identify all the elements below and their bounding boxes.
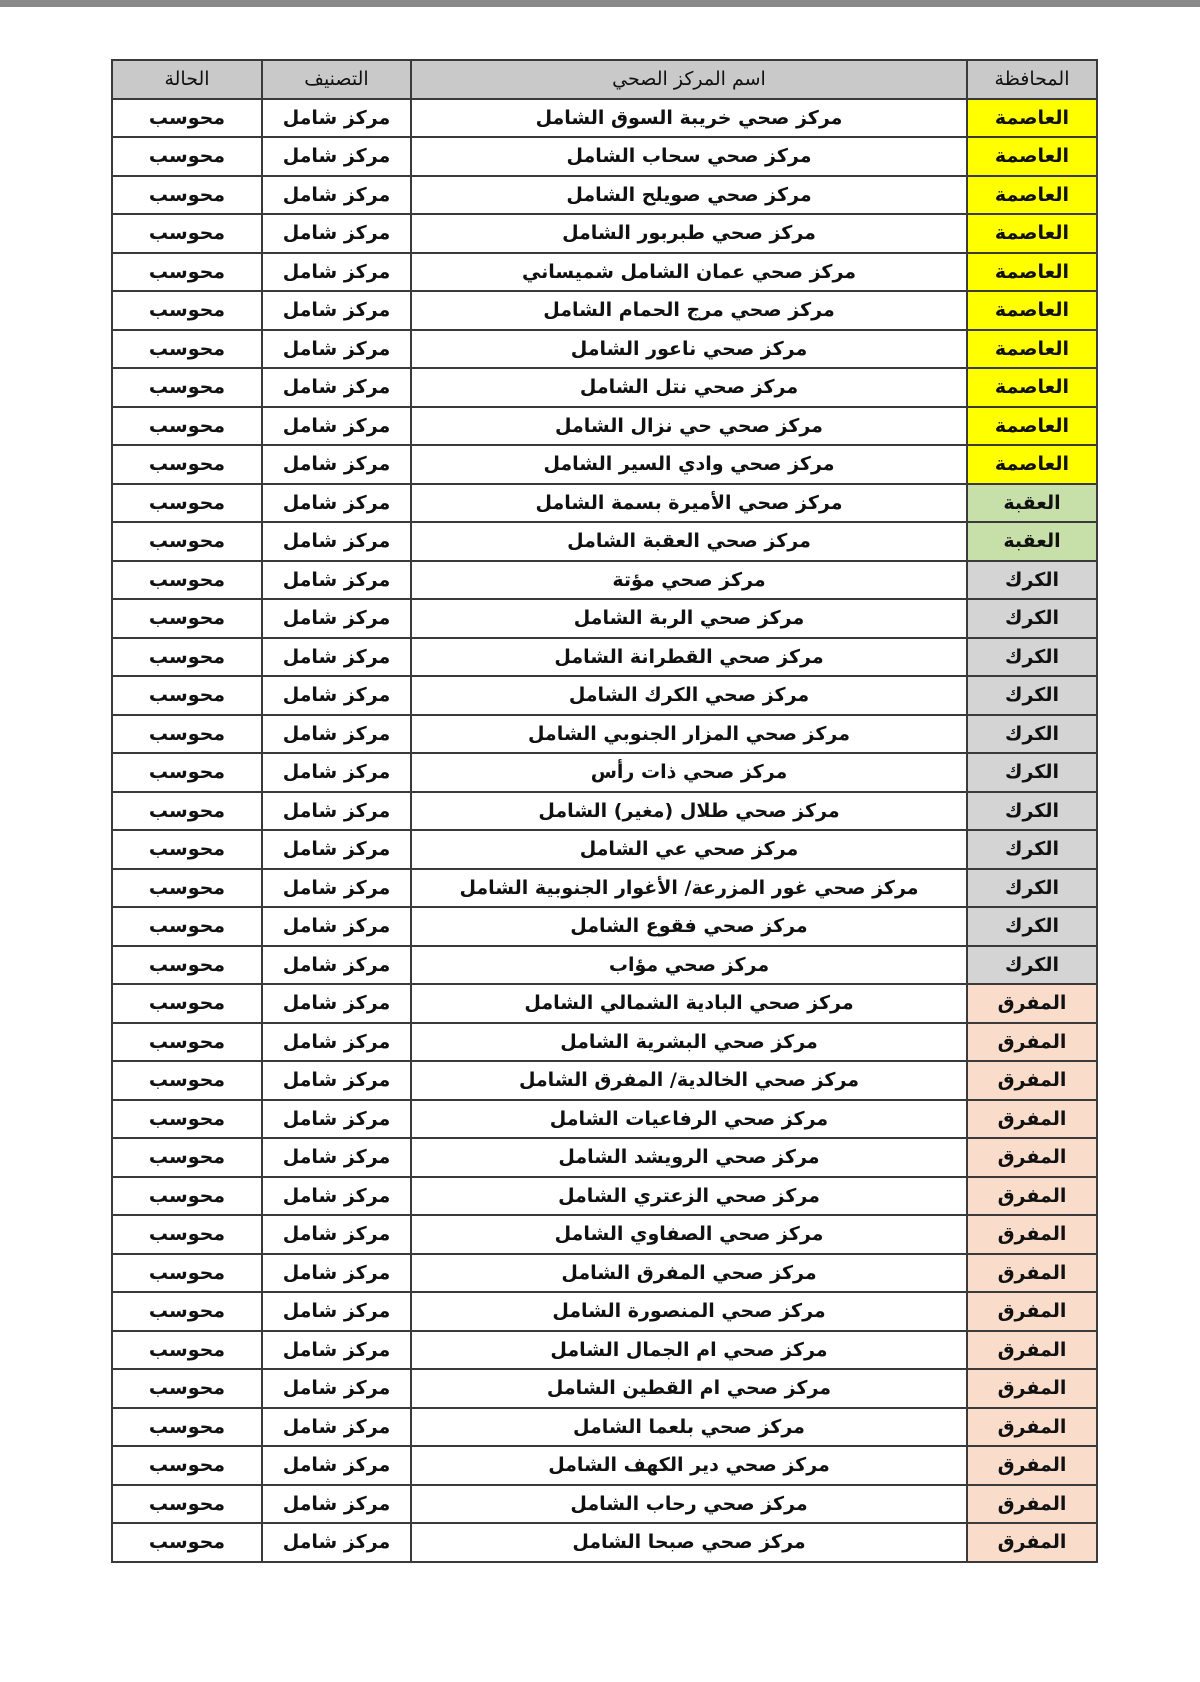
table-row (112, 330, 1097, 369)
center-name-cell: مركز صحي طبربور الشامل (411, 214, 967, 253)
governorate-cell: العاصمة (967, 176, 1097, 215)
classification-cell: مركز شامل (262, 484, 411, 523)
governorate-cell: الكرك (967, 753, 1097, 792)
table-row (112, 1100, 1097, 1139)
center-name-cell: مركز صحي الرفاعيات الشامل (411, 1100, 967, 1139)
table-row (112, 137, 1097, 176)
governorate-cell: المفرق (967, 1369, 1097, 1408)
governorate-cell: المفرق (967, 1523, 1097, 1562)
status-cell: محوسب (112, 907, 262, 946)
classification-cell: مركز شامل (262, 1100, 411, 1139)
classification-cell: مركز شامل (262, 907, 411, 946)
governorate-cell: المفرق (967, 1061, 1097, 1100)
classification-cell: مركز شامل (262, 253, 411, 292)
table-row (112, 1408, 1097, 1447)
center-name-cell: مركز صحي مؤتة (411, 561, 967, 600)
status-cell: محوسب (112, 1331, 262, 1370)
governorate-cell: الكرك (967, 907, 1097, 946)
table-row (112, 368, 1097, 407)
governorate-cell: العقبة (967, 522, 1097, 561)
health-centers-table (111, 59, 1098, 1563)
governorate-cell: العاصمة (967, 330, 1097, 369)
governorate-cell: العاصمة (967, 99, 1097, 138)
center-name-cell: مركز صحي الصفاوي الشامل (411, 1215, 967, 1254)
center-name-cell: مركز صحي المزار الجنوبي الشامل (411, 715, 967, 754)
center-name-cell: مركز صحي المنصورة الشامل (411, 1292, 967, 1331)
status-cell: محوسب (112, 1061, 262, 1100)
header-governorate: المحافظة (967, 60, 1097, 99)
governorate-cell: المفرق (967, 1177, 1097, 1216)
governorate-cell: الكرك (967, 599, 1097, 638)
table-row (112, 715, 1097, 754)
governorate-cell: المفرق (967, 1100, 1097, 1139)
table-row (112, 253, 1097, 292)
table-row (112, 792, 1097, 831)
status-cell: محوسب (112, 1369, 262, 1408)
table-row (112, 1485, 1097, 1524)
status-cell: محوسب (112, 753, 262, 792)
governorate-cell: المفرق (967, 1331, 1097, 1370)
table-row (112, 1331, 1097, 1370)
classification-cell: مركز شامل (262, 830, 411, 869)
classification-cell: مركز شامل (262, 869, 411, 908)
status-cell: محوسب (112, 368, 262, 407)
status-cell: محوسب (112, 1215, 262, 1254)
status-cell: محوسب (112, 484, 262, 523)
table-row (112, 676, 1097, 715)
center-name-cell: مركز صحي ناعور الشامل (411, 330, 967, 369)
governorate-cell: الكرك (967, 869, 1097, 908)
status-cell: محوسب (112, 291, 262, 330)
table-row (112, 176, 1097, 215)
center-name-cell: مركز صحي ام الجمال الشامل (411, 1331, 967, 1370)
governorate-cell: المفرق (967, 1215, 1097, 1254)
classification-cell: مركز شامل (262, 291, 411, 330)
center-name-cell: مركز صحي حي نزال الشامل (411, 407, 967, 446)
center-name-cell: مركز صحي القطرانة الشامل (411, 638, 967, 677)
center-name-cell: مركز صحي البادية الشمالي الشامل (411, 984, 967, 1023)
table-row (112, 1369, 1097, 1408)
classification-cell: مركز شامل (262, 1254, 411, 1293)
status-cell: محوسب (112, 1408, 262, 1447)
governorate-cell: المفرق (967, 1292, 1097, 1331)
center-name-cell: مركز صحي طلال (مغير) الشامل (411, 792, 967, 831)
status-cell: محوسب (112, 1023, 262, 1062)
governorate-cell: الكرك (967, 792, 1097, 831)
center-name-cell: مركز صحي البشرية الشامل (411, 1023, 967, 1062)
status-cell: محوسب (112, 1523, 262, 1562)
classification-cell: مركز شامل (262, 1369, 411, 1408)
classification-cell: مركز شامل (262, 1523, 411, 1562)
center-name-cell: مركز صحي صويلح الشامل (411, 176, 967, 215)
governorate-cell: العقبة (967, 484, 1097, 523)
governorate-cell: الكرك (967, 638, 1097, 677)
classification-cell: مركز شامل (262, 1408, 411, 1447)
center-name-cell: مركز صحي الزعتري الشامل (411, 1177, 967, 1216)
governorate-cell: العاصمة (967, 407, 1097, 446)
center-name-cell: مركز صحي غور المزرعة/ الأغوار الجنوبية الشامل (411, 869, 967, 908)
center-name-cell: مركز صحي الربة الشامل (411, 599, 967, 638)
center-name-cell: مركز صحي ذات رأس (411, 753, 967, 792)
status-cell: محوسب (112, 1485, 262, 1524)
table-row (112, 407, 1097, 446)
status-cell: محوسب (112, 445, 262, 484)
status-cell: محوسب (112, 522, 262, 561)
status-cell: محوسب (112, 1292, 262, 1331)
classification-cell: مركز شامل (262, 599, 411, 638)
governorate-cell: المفرق (967, 1023, 1097, 1062)
top-border-bar (0, 0, 1200, 7)
classification-cell: مركز شامل (262, 1485, 411, 1524)
center-name-cell: مركز صحي الخالدية/ المفرق الشامل (411, 1061, 967, 1100)
center-name-cell: مركز صحي مؤاب (411, 946, 967, 985)
center-name-cell: مركز صحي مرج الحمام الشامل (411, 291, 967, 330)
status-cell: محوسب (112, 253, 262, 292)
status-cell: محوسب (112, 946, 262, 985)
center-name-cell: مركز صحي بلعما الشامل (411, 1408, 967, 1447)
classification-cell: مركز شامل (262, 368, 411, 407)
center-name-cell: مركز صحي سحاب الشامل (411, 137, 967, 176)
center-name-cell: مركز صحي الأميرة بسمة الشامل (411, 484, 967, 523)
table-row (112, 1446, 1097, 1485)
table-row (112, 522, 1097, 561)
center-name-cell: مركز صحي عي الشامل (411, 830, 967, 869)
classification-cell: مركز شامل (262, 1023, 411, 1062)
table-row (112, 599, 1097, 638)
classification-cell: مركز شامل (262, 946, 411, 985)
table-row (112, 753, 1097, 792)
classification-cell: مركز شامل (262, 445, 411, 484)
center-name-cell: مركز صحي خريبة السوق الشامل (411, 99, 967, 138)
classification-cell: مركز شامل (262, 561, 411, 600)
status-cell: محوسب (112, 1100, 262, 1139)
status-cell: محوسب (112, 1446, 262, 1485)
header-status: الحالة (112, 60, 262, 99)
governorate-cell: المفرق (967, 1138, 1097, 1177)
classification-cell: مركز شامل (262, 792, 411, 831)
table-row (112, 1523, 1097, 1562)
classification-cell: مركز شامل (262, 1177, 411, 1216)
governorate-cell: العاصمة (967, 214, 1097, 253)
classification-cell: مركز شامل (262, 330, 411, 369)
table-row (112, 1138, 1097, 1177)
table-row (112, 561, 1097, 600)
table-row (112, 291, 1097, 330)
table-row (112, 1292, 1097, 1331)
center-name-cell: مركز صحي عمان الشامل شميساني (411, 253, 967, 292)
status-cell: محوسب (112, 407, 262, 446)
classification-cell: مركز شامل (262, 676, 411, 715)
classification-cell: مركز شامل (262, 1215, 411, 1254)
classification-cell: مركز شامل (262, 984, 411, 1023)
center-name-cell: مركز صحي الكرك الشامل (411, 676, 967, 715)
status-cell: محوسب (112, 715, 262, 754)
governorate-cell: العاصمة (967, 368, 1097, 407)
table-row (112, 1061, 1097, 1100)
governorate-cell: الكرك (967, 946, 1097, 985)
status-cell: محوسب (112, 1254, 262, 1293)
status-cell: محوسب (112, 792, 262, 831)
classification-cell: مركز شامل (262, 715, 411, 754)
status-cell: محوسب (112, 137, 262, 176)
center-name-cell: مركز صحي العقبة الشامل (411, 522, 967, 561)
table-row (112, 1215, 1097, 1254)
status-cell: محوسب (112, 176, 262, 215)
status-cell: محوسب (112, 638, 262, 677)
table-row (112, 214, 1097, 253)
classification-cell: مركز شامل (262, 638, 411, 677)
center-name-cell: مركز صحي ام القطين الشامل (411, 1369, 967, 1408)
center-name-cell: مركز صحي نتل الشامل (411, 368, 967, 407)
table-header-row (112, 60, 1097, 99)
governorate-cell: العاصمة (967, 253, 1097, 292)
classification-cell: مركز شامل (262, 1446, 411, 1485)
governorate-cell: المفرق (967, 1485, 1097, 1524)
classification-cell: مركز شامل (262, 522, 411, 561)
classification-cell: مركز شامل (262, 1292, 411, 1331)
center-name-cell: مركز صحي دير الكهف الشامل (411, 1446, 967, 1485)
classification-cell: مركز شامل (262, 1331, 411, 1370)
governorate-cell: العاصمة (967, 137, 1097, 176)
health-centers-table-container (111, 59, 1096, 1563)
table-row (112, 984, 1097, 1023)
table-row (112, 830, 1097, 869)
classification-cell: مركز شامل (262, 407, 411, 446)
classification-cell: مركز شامل (262, 753, 411, 792)
status-cell: محوسب (112, 599, 262, 638)
table-row (112, 99, 1097, 138)
table-row (112, 484, 1097, 523)
table-body (112, 99, 1097, 1562)
center-name-cell: مركز صحي رحاب الشامل (411, 1485, 967, 1524)
center-name-cell: مركز صحي صبحا الشامل (411, 1523, 967, 1562)
center-name-cell: مركز صحي فقوع الشامل (411, 907, 967, 946)
status-cell: محوسب (112, 830, 262, 869)
table-row (112, 907, 1097, 946)
governorate-cell: المفرق (967, 1408, 1097, 1447)
governorate-cell: الكرك (967, 830, 1097, 869)
classification-cell: مركز شامل (262, 1138, 411, 1177)
classification-cell: مركز شامل (262, 176, 411, 215)
status-cell: محوسب (112, 869, 262, 908)
classification-cell: مركز شامل (262, 137, 411, 176)
center-name-cell: مركز صحي الرويشد الشامل (411, 1138, 967, 1177)
table-row (112, 638, 1097, 677)
header-classification: التصنيف (262, 60, 411, 99)
governorate-cell: العاصمة (967, 291, 1097, 330)
table-row (112, 869, 1097, 908)
header-center-name: اسم المركز الصحي (411, 60, 967, 99)
status-cell: محوسب (112, 99, 262, 138)
governorate-cell: الكرك (967, 561, 1097, 600)
status-cell: محوسب (112, 984, 262, 1023)
classification-cell: مركز شامل (262, 99, 411, 138)
governorate-cell: العاصمة (967, 445, 1097, 484)
governorate-cell: الكرك (967, 676, 1097, 715)
center-name-cell: مركز صحي المفرق الشامل (411, 1254, 967, 1293)
status-cell: محوسب (112, 330, 262, 369)
governorate-cell: الكرك (967, 715, 1097, 754)
center-name-cell: مركز صحي وادي السير الشامل (411, 445, 967, 484)
status-cell: محوسب (112, 676, 262, 715)
status-cell: محوسب (112, 1177, 262, 1216)
status-cell: محوسب (112, 1138, 262, 1177)
status-cell: محوسب (112, 214, 262, 253)
status-cell: محوسب (112, 561, 262, 600)
governorate-cell: المفرق (967, 984, 1097, 1023)
table-row (112, 1254, 1097, 1293)
table-row (112, 1023, 1097, 1062)
table-row (112, 445, 1097, 484)
table-row (112, 946, 1097, 985)
governorate-cell: المفرق (967, 1446, 1097, 1485)
classification-cell: مركز شامل (262, 1061, 411, 1100)
table-row (112, 1177, 1097, 1216)
classification-cell: مركز شامل (262, 214, 411, 253)
governorate-cell: المفرق (967, 1254, 1097, 1293)
